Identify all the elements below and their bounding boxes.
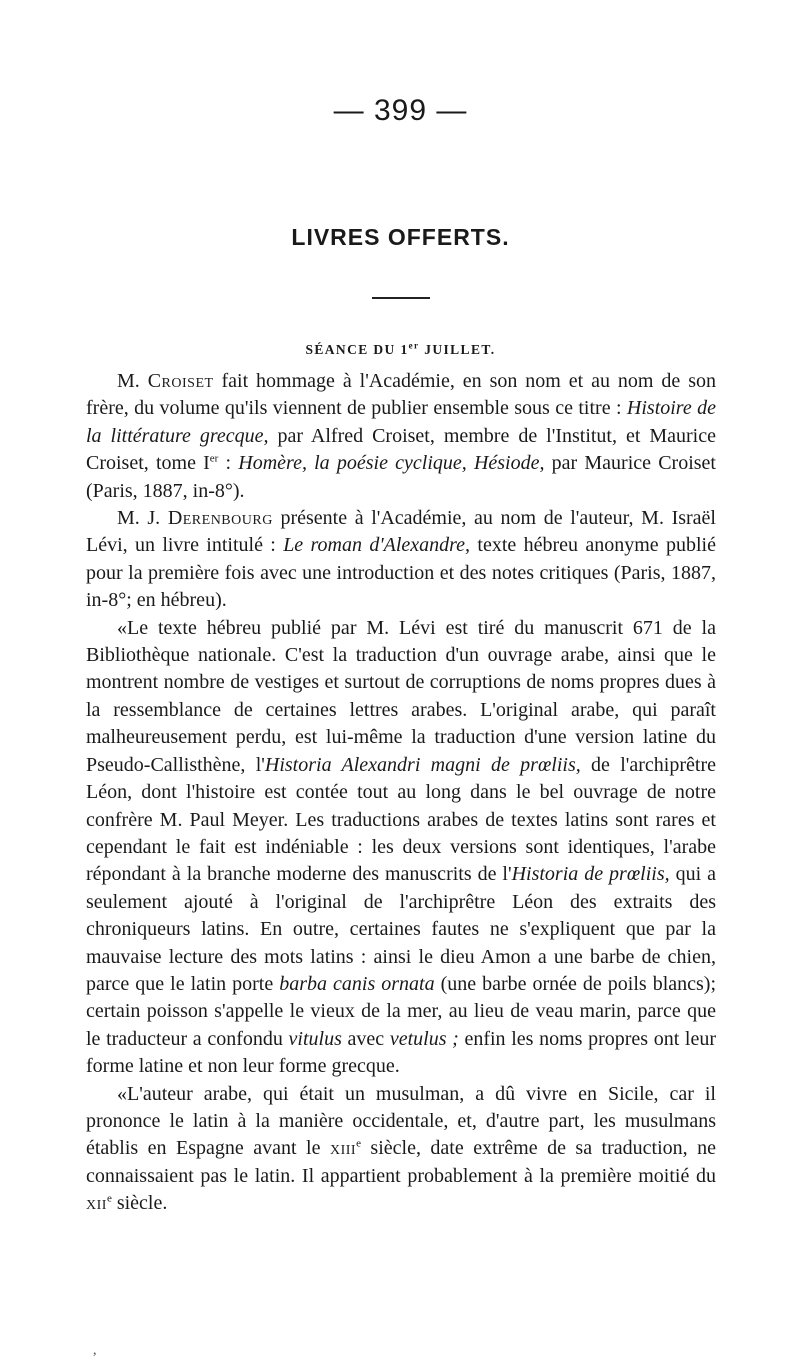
text-run: siècle, date extrême de sa traduction, ne connaissaient pas le latin. Il appartient probablement à la première moitié du [86,1137,716,1187]
paragraph-croiset [86,368,716,505]
text-run: enfin les noms propres ont leur forme latine et non leur forme grecque. [86,1027,717,1078]
superscript: er [209,452,219,465]
text-run: par Alfred Croiset, membre de l'Institut, et Maurice Croiset, tome I [86,424,716,475]
latin-word: vitulus [288,1027,342,1050]
text-run: «L'auteur arabe, qui était un musulman, a dû vivre en Sicile, car il prononce le latin à la manière occidentale, et, d'autre part, les musulmans établis en Espagne avant le [86,1082,716,1160]
text-run: qui a seulement ajouté à l'original de l'archiprêtre Léon des extraits des chroniqueurs latins. En outre, certaines fautes ne s'expliquent que par la mauvaise lecture des mots latins : ainsi le dieu Amon a une barbe de chien, parce que le latin porte [86,863,716,995]
session-sup: er [408,340,420,351]
paragraph-derenbourg [86,505,716,615]
text-run: (une barbe ornée de poils blancs); certain poisson s'appelle le vieux de la mer, au lieu de veau marin, parce que le traducteur a confondu [86,972,717,1050]
superscript: e [356,1137,361,1150]
latin-phrase: barba canis ornata [279,972,435,995]
century-numeral: xii [86,1192,107,1215]
italic-title: Historia de prœliis, [511,863,670,886]
book-subtitle: Homère, la poésie cyclique, Hésiode, [238,452,545,475]
italic-title: Historia Alexandri magni de prœliis, [264,753,581,776]
page-number: — 399 — [333,94,468,127]
paragraph-hebrew-text [86,615,716,1081]
text-run: «Le texte hébreu publié par M. Lévi est tiré du manuscrit 671 de la Bibliothèque nationale. C'est la traduction d'un ouvrage arabe, ainsi que le montrent nombre de vestiges et surtout de corruptions de noms propres dues à la ressemblance de certaines lettres arabes. L'original arabe, qui paraît malheureusement perdu, est lui-même la traduction d'une version latine du Pseudo-Callisthène, l' [86,616,716,776]
text-run: M. [117,370,148,392]
stray-mark: , [93,1343,97,1358]
book-title: Histoire de la littérature grecque, [86,397,716,447]
text-run: M. J. [117,507,168,530]
author-name: Croiset [147,370,214,392]
body-text [86,368,716,1218]
paragraph-arab-author [86,1081,716,1218]
session-heading [0,342,801,358]
text-run: : [218,452,239,475]
author-name: Derenbourg [167,507,273,530]
session-suffix: JUILLET. [419,342,496,357]
session-prefix: SÉANCE DU 1 [305,342,409,357]
text-run: par Maurice Croiset (Paris, 1887, in-8°). [86,452,716,502]
latin-word: vetulus ; [389,1027,459,1050]
text-run: siècle. [111,1192,168,1215]
text-run: de l'archiprêtre Léon, dont l'histoire est contée tout au long dans le bel ouvrage de notre confrère M. Paul Meyer. Les traductions arabes de textes latins sont rares et cependant le fait est indéniable : les deux versions sont identiques, l'arabe répondant à la branche moderne des manuscrits de l' [86,753,716,886]
title-divider [372,297,430,299]
text-run: présente à l'Académie, au nom de l'auteur, M. Israël Lévi, un livre intitulé : [86,507,716,557]
section-title: LIVRES OFFERTS. [291,224,510,250]
book-title: Le roman d'Alexandre, [283,534,471,557]
century-numeral: xiii [329,1137,357,1160]
superscript: e [106,1192,112,1205]
text-run: avec [341,1027,390,1050]
text-run: fait hommage à l'Académie, en son nom et au nom de son frère, du volume qu'ils viennent de publier ensemble sous ce titre : [86,370,716,420]
text-run: texte hébreu anonyme publié pour la première fois avec une introduction et des notes critiques (Paris, 1887, in-8°; en hébreu). [86,534,716,612]
